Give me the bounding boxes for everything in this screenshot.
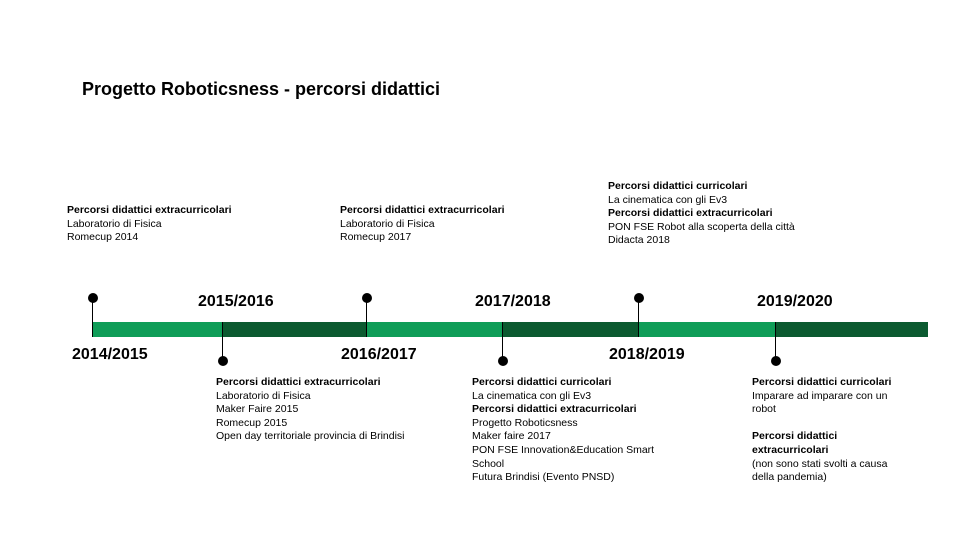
note-item: PON FSE Innovation&Education Smart School bbox=[472, 443, 655, 470]
timeline-marker-dot bbox=[498, 356, 508, 366]
note-item: Laboratorio di Fisica bbox=[67, 217, 162, 230]
timeline-note bbox=[472, 376, 672, 485]
note-heading: Percorsi didattici extracurricolari bbox=[67, 204, 232, 216]
timeline-marker-stem bbox=[92, 298, 93, 337]
note-heading: Percorsi didattici curricolari bbox=[472, 376, 612, 388]
timeline-marker-stem bbox=[638, 298, 639, 337]
year-label: 2015/2016 bbox=[198, 293, 274, 310]
note-heading: Percorsi didattici extracurricolari bbox=[216, 376, 381, 388]
note-item: Romecup 2014 bbox=[67, 231, 139, 244]
note-heading: Percorsi didattici extracurricolari bbox=[608, 207, 773, 220]
note-item: Futura Brindisi (Evento PNSD) bbox=[472, 471, 615, 484]
note-spacer bbox=[752, 417, 912, 431]
timeline-segment bbox=[92, 322, 222, 337]
timeline-marker-dot bbox=[88, 293, 98, 303]
note-item: PON FSE Robot alla scoperta della città bbox=[608, 220, 795, 233]
note-item: Maker Faire 2015 bbox=[216, 403, 299, 416]
note-item: Progetto Roboticsness bbox=[472, 416, 578, 429]
timeline-segment bbox=[775, 322, 928, 337]
note-item: Laboratorio di Fisica bbox=[216, 389, 311, 402]
timeline-note bbox=[340, 204, 590, 245]
note-item: Didacta 2018 bbox=[608, 234, 670, 247]
timeline-note bbox=[752, 376, 912, 485]
note-heading: Percorsi didattici curricolari bbox=[752, 376, 892, 388]
note-item: Maker faire 2017 bbox=[472, 430, 551, 443]
note-heading: Percorsi didattici extracurricolari bbox=[472, 403, 637, 416]
note-item: (non sono stati svolti a causa della pandemia) bbox=[752, 457, 888, 484]
timeline-note bbox=[67, 204, 317, 245]
note-item: Romecup 2015 bbox=[216, 416, 288, 429]
year-label: 2016/2017 bbox=[341, 346, 417, 363]
timeline-segment bbox=[366, 322, 502, 337]
timeline-marker-dot bbox=[771, 356, 781, 366]
timeline-marker-stem bbox=[366, 298, 367, 337]
timeline-note bbox=[216, 376, 446, 444]
note-heading: Percorsi didattici extracurricolari bbox=[340, 204, 505, 216]
year-label: 2018/2019 bbox=[609, 346, 685, 363]
note-heading: Percorsi didattici curricolari bbox=[608, 180, 748, 192]
note-item: Romecup 2017 bbox=[340, 231, 412, 244]
timeline-segment bbox=[639, 322, 775, 337]
note-item: La cinematica con gli Ev3 bbox=[608, 193, 728, 206]
year-label: 2017/2018 bbox=[475, 293, 551, 310]
timeline-marker-dot bbox=[218, 356, 228, 366]
note-item: Laboratorio di Fisica bbox=[340, 217, 435, 230]
note-heading: Percorsi didattici extracurricolari bbox=[752, 430, 838, 456]
timeline-note bbox=[608, 180, 858, 248]
timeline-segment bbox=[222, 322, 366, 337]
timeline-marker-dot bbox=[634, 293, 644, 303]
note-item: La cinematica con gli Ev3 bbox=[472, 389, 592, 402]
page-title: Progetto Roboticsness - percorsi didattici bbox=[82, 79, 441, 99]
timeline-marker-dot bbox=[362, 293, 372, 303]
note-item: Imparare ad imparare con un robot bbox=[752, 389, 888, 416]
note-item: Open day territoriale provincia di Brindisi bbox=[216, 430, 405, 443]
year-label: 2014/2015 bbox=[72, 346, 148, 363]
year-label: 2019/2020 bbox=[757, 293, 833, 310]
timeline-segment bbox=[502, 322, 639, 337]
